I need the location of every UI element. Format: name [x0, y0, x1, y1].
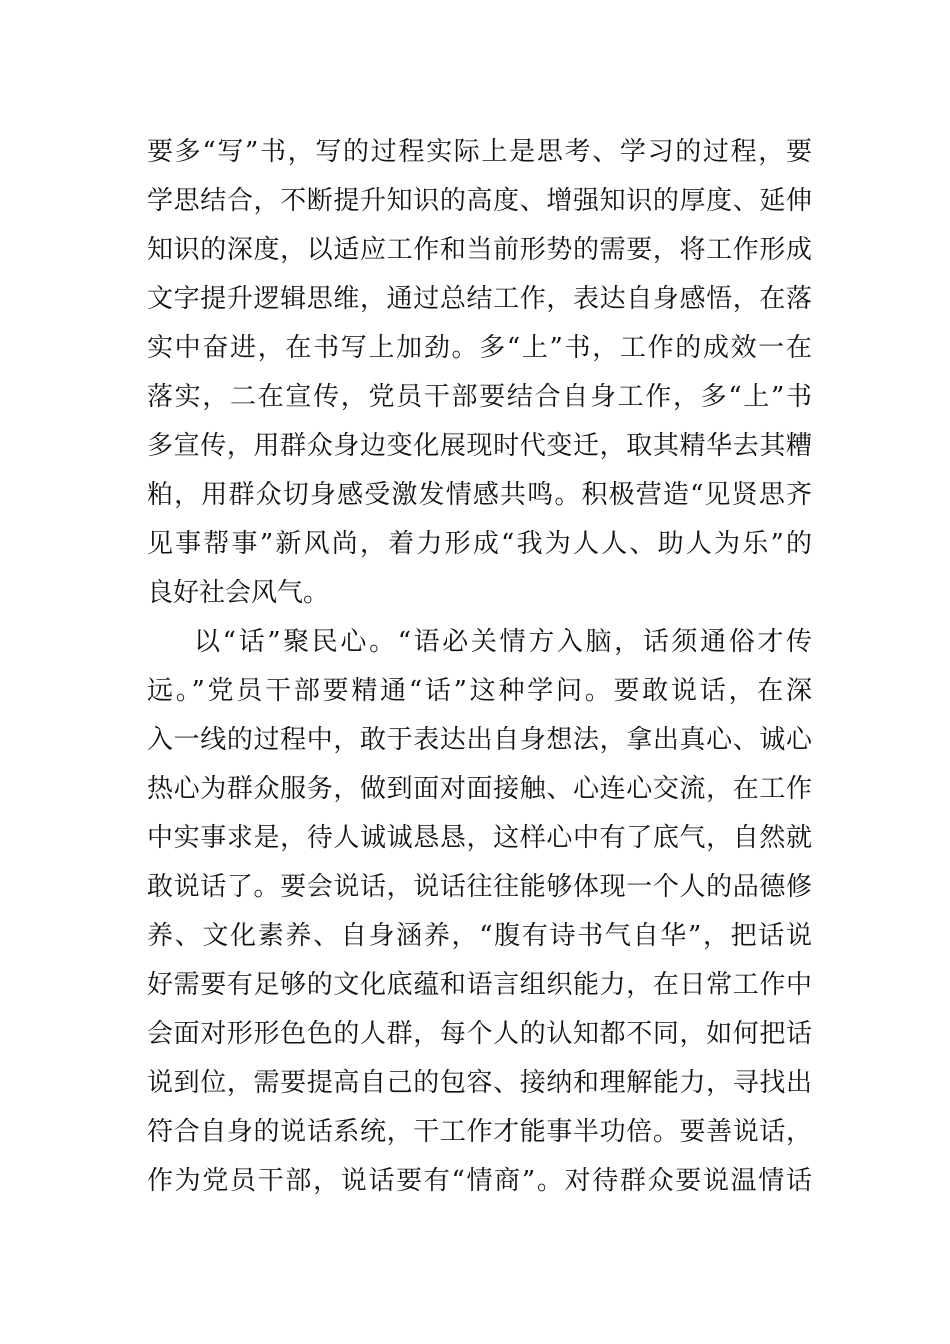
- paragraph-line: 以“话”聚民心。“语必关情方入脑，话须通俗才传: [194, 627, 812, 657]
- paragraph-line: 粕，用群众切身感受激发情感共鸣。积极营造“见贤思齐: [147, 480, 812, 510]
- paragraph-line: 多宣传，用群众身边变化展现时代变迁，取其精华去其糟: [147, 431, 812, 461]
- paragraph-line: 落实，二在宣传，党员干部要结合自身工作，多“上”书: [147, 382, 812, 412]
- paragraph-1: [147, 128, 812, 618]
- paragraph-line: 见事帮事”新风尚，着力形成“我为人人、助人为乐”的: [147, 529, 812, 559]
- paragraph-line: 学思结合，不断提升知识的高度、增强知识的厚度、延伸: [147, 186, 812, 216]
- paragraph-line: 良好社会风气。: [147, 578, 330, 608]
- paragraph-2: [147, 618, 812, 1206]
- paragraph-line: 热心为群众服务，做到面对面接触、心连心交流，在工作: [147, 774, 812, 804]
- paragraph-line: 远。”党员干部要精通“话”这种学问。要敢说话，在深: [147, 676, 812, 706]
- paragraph-line: 实中奋进，在书写上加劲。多“上”书，工作的成效一在: [147, 333, 812, 363]
- paragraph-line: 作为党员干部，说话要有“情商”。对待群众要说温情话: [147, 1166, 812, 1196]
- paragraph-line: 文字提升逻辑思维，通过总结工作，表达自身感悟，在落: [147, 284, 812, 314]
- paragraph-line: 会面对形形色色的人群，每个人的认知都不同，如何把话: [147, 1019, 812, 1049]
- paragraph-line: 养、文化素养、自身涵养，“腹有诗书气自华”，把话说: [147, 921, 812, 951]
- paragraph-line: 说到位，需要提高自己的包容、接纳和理解能力，寻找出: [147, 1068, 812, 1098]
- paragraph-line: 好需要有足够的文化底蕴和语言组织能力，在日常工作中: [147, 970, 812, 1000]
- paragraph-line: 符合自身的说话系统，干工作才能事半功倍。要善说话，: [147, 1117, 812, 1147]
- body-text: [147, 128, 812, 1206]
- paragraph-line: 中实事求是，待人诚诚恳恳，这样心中有了底气，自然就: [147, 823, 812, 853]
- paragraph-line: 知识的深度，以适应工作和当前形势的需要，将工作形成: [147, 235, 812, 265]
- paragraph-line: 敢说话了。要会说话，说话往往能够体现一个人的品德修: [147, 872, 812, 902]
- paragraph-line: 要多“写”书，写的过程实际上是思考、学习的过程，要: [147, 137, 812, 167]
- paragraph-line: 入一线的过程中，敢于表达出自身想法，拿出真心、诚心: [147, 725, 812, 755]
